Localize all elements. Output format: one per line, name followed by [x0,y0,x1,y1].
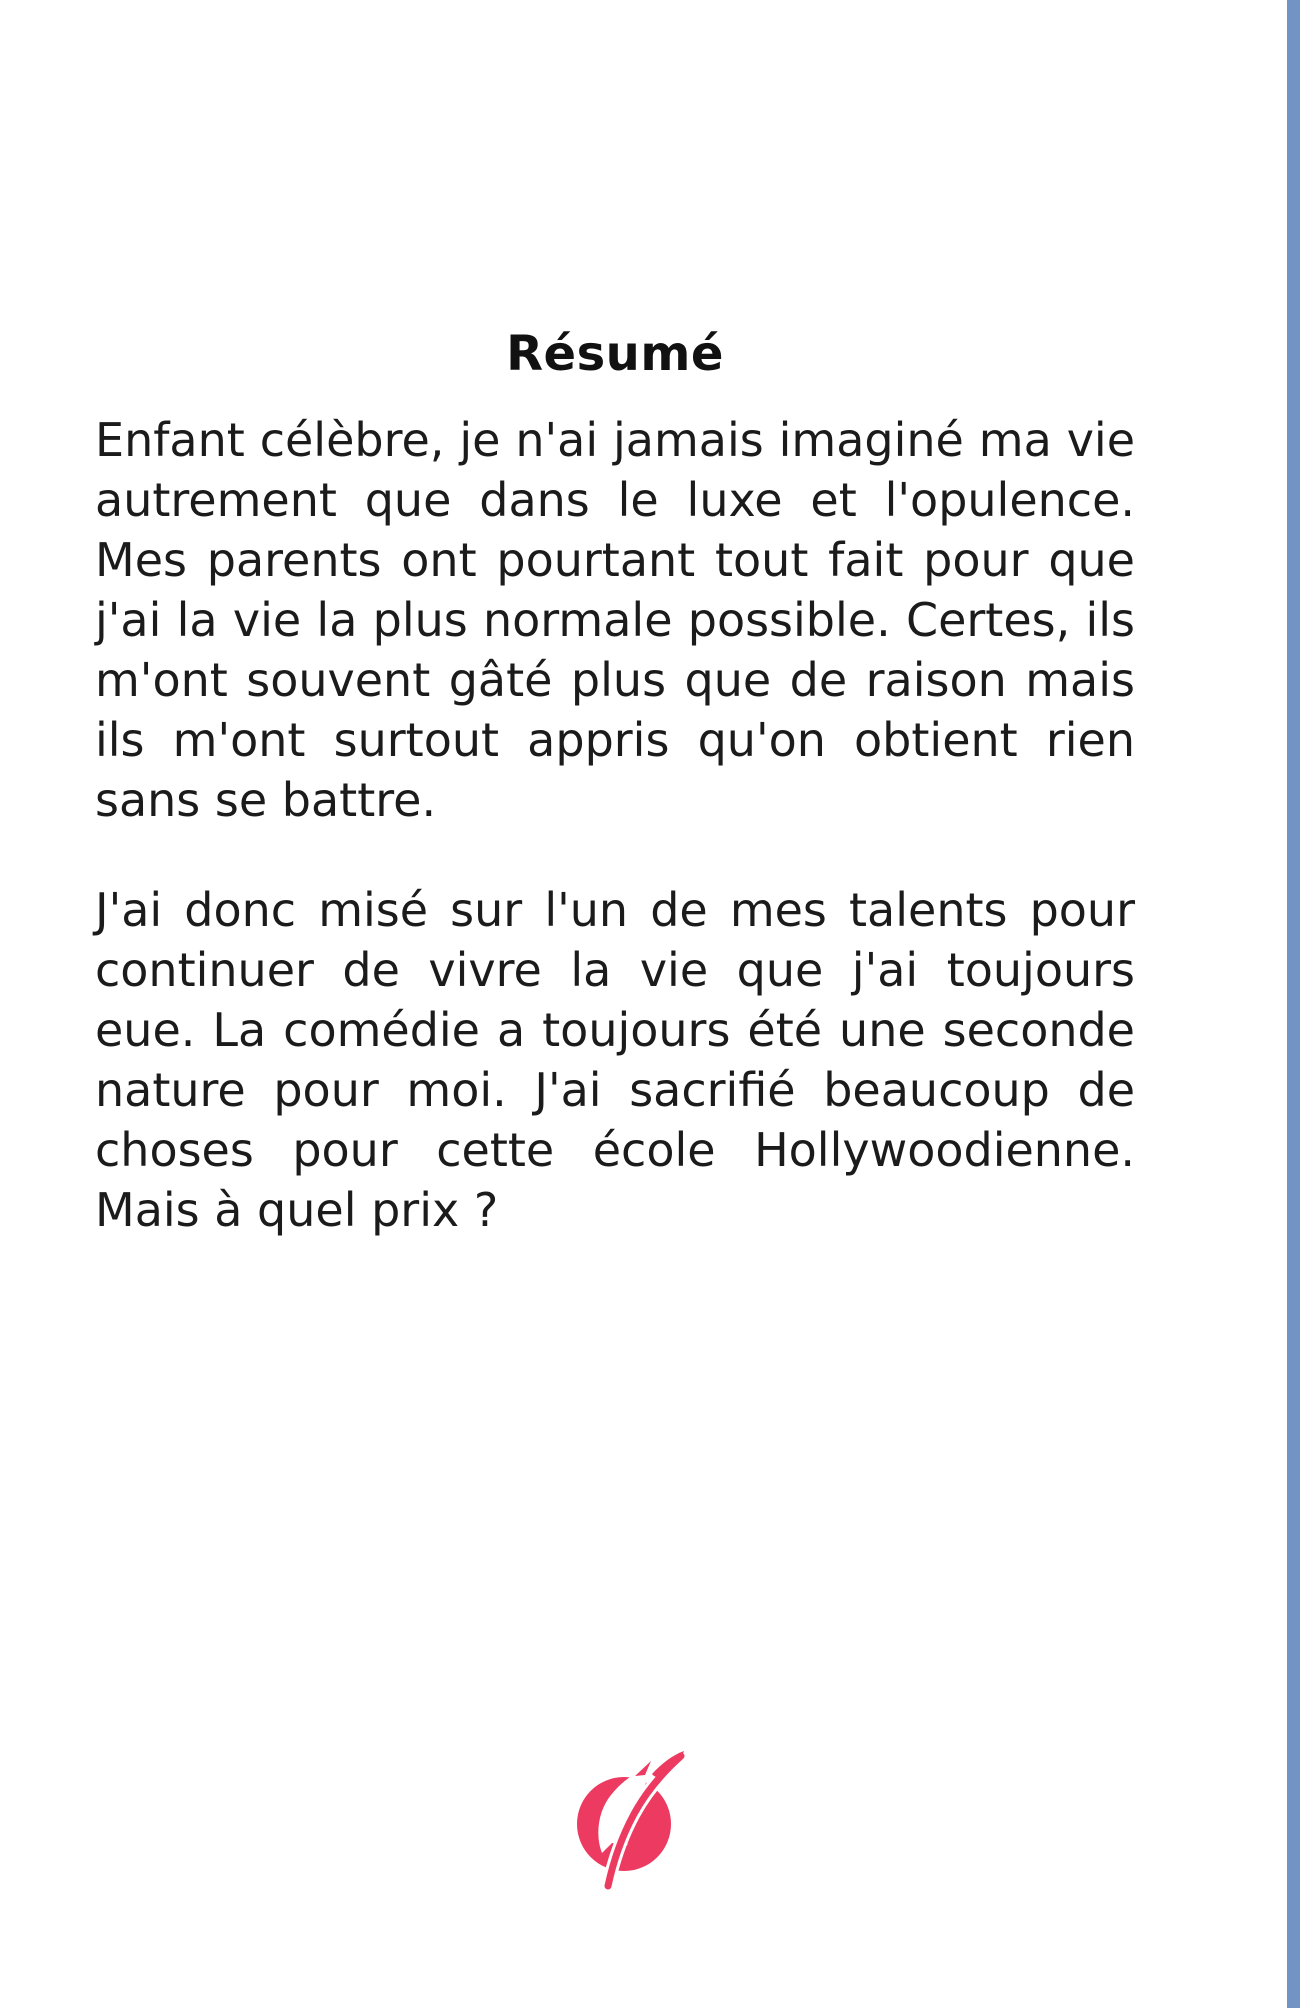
feather-logo-icon [577,1750,695,1890]
summary-paragraph-2: J'ai donc misé sur l'un de mes talents pour continuer de vivre la vie que j'ai toujours eue. La comédie a toujours été une seconde nature pour moi. J'ai sacrifié beaucoup de choses pour cette école Hollywoodienne. Mais à quel prix ? [95,883,1135,1237]
summary-text-block [95,410,1135,1290]
summary-paragraph-1: Enfant célèbre, je n'ai jamais imaginé ma vie autrement que dans le luxe et l'opulence. Mes parents ont pourtant tout fait pour que j'ai la vie la plus normale possible. Certes, ils m'ont souvent gâté plus que de raison mais ils m'ont surtout appris qu'on obtient rien sans se battre. [95,413,1135,827]
right-accent-bar [1287,0,1300,2008]
page-title: Résumé [506,326,724,383]
